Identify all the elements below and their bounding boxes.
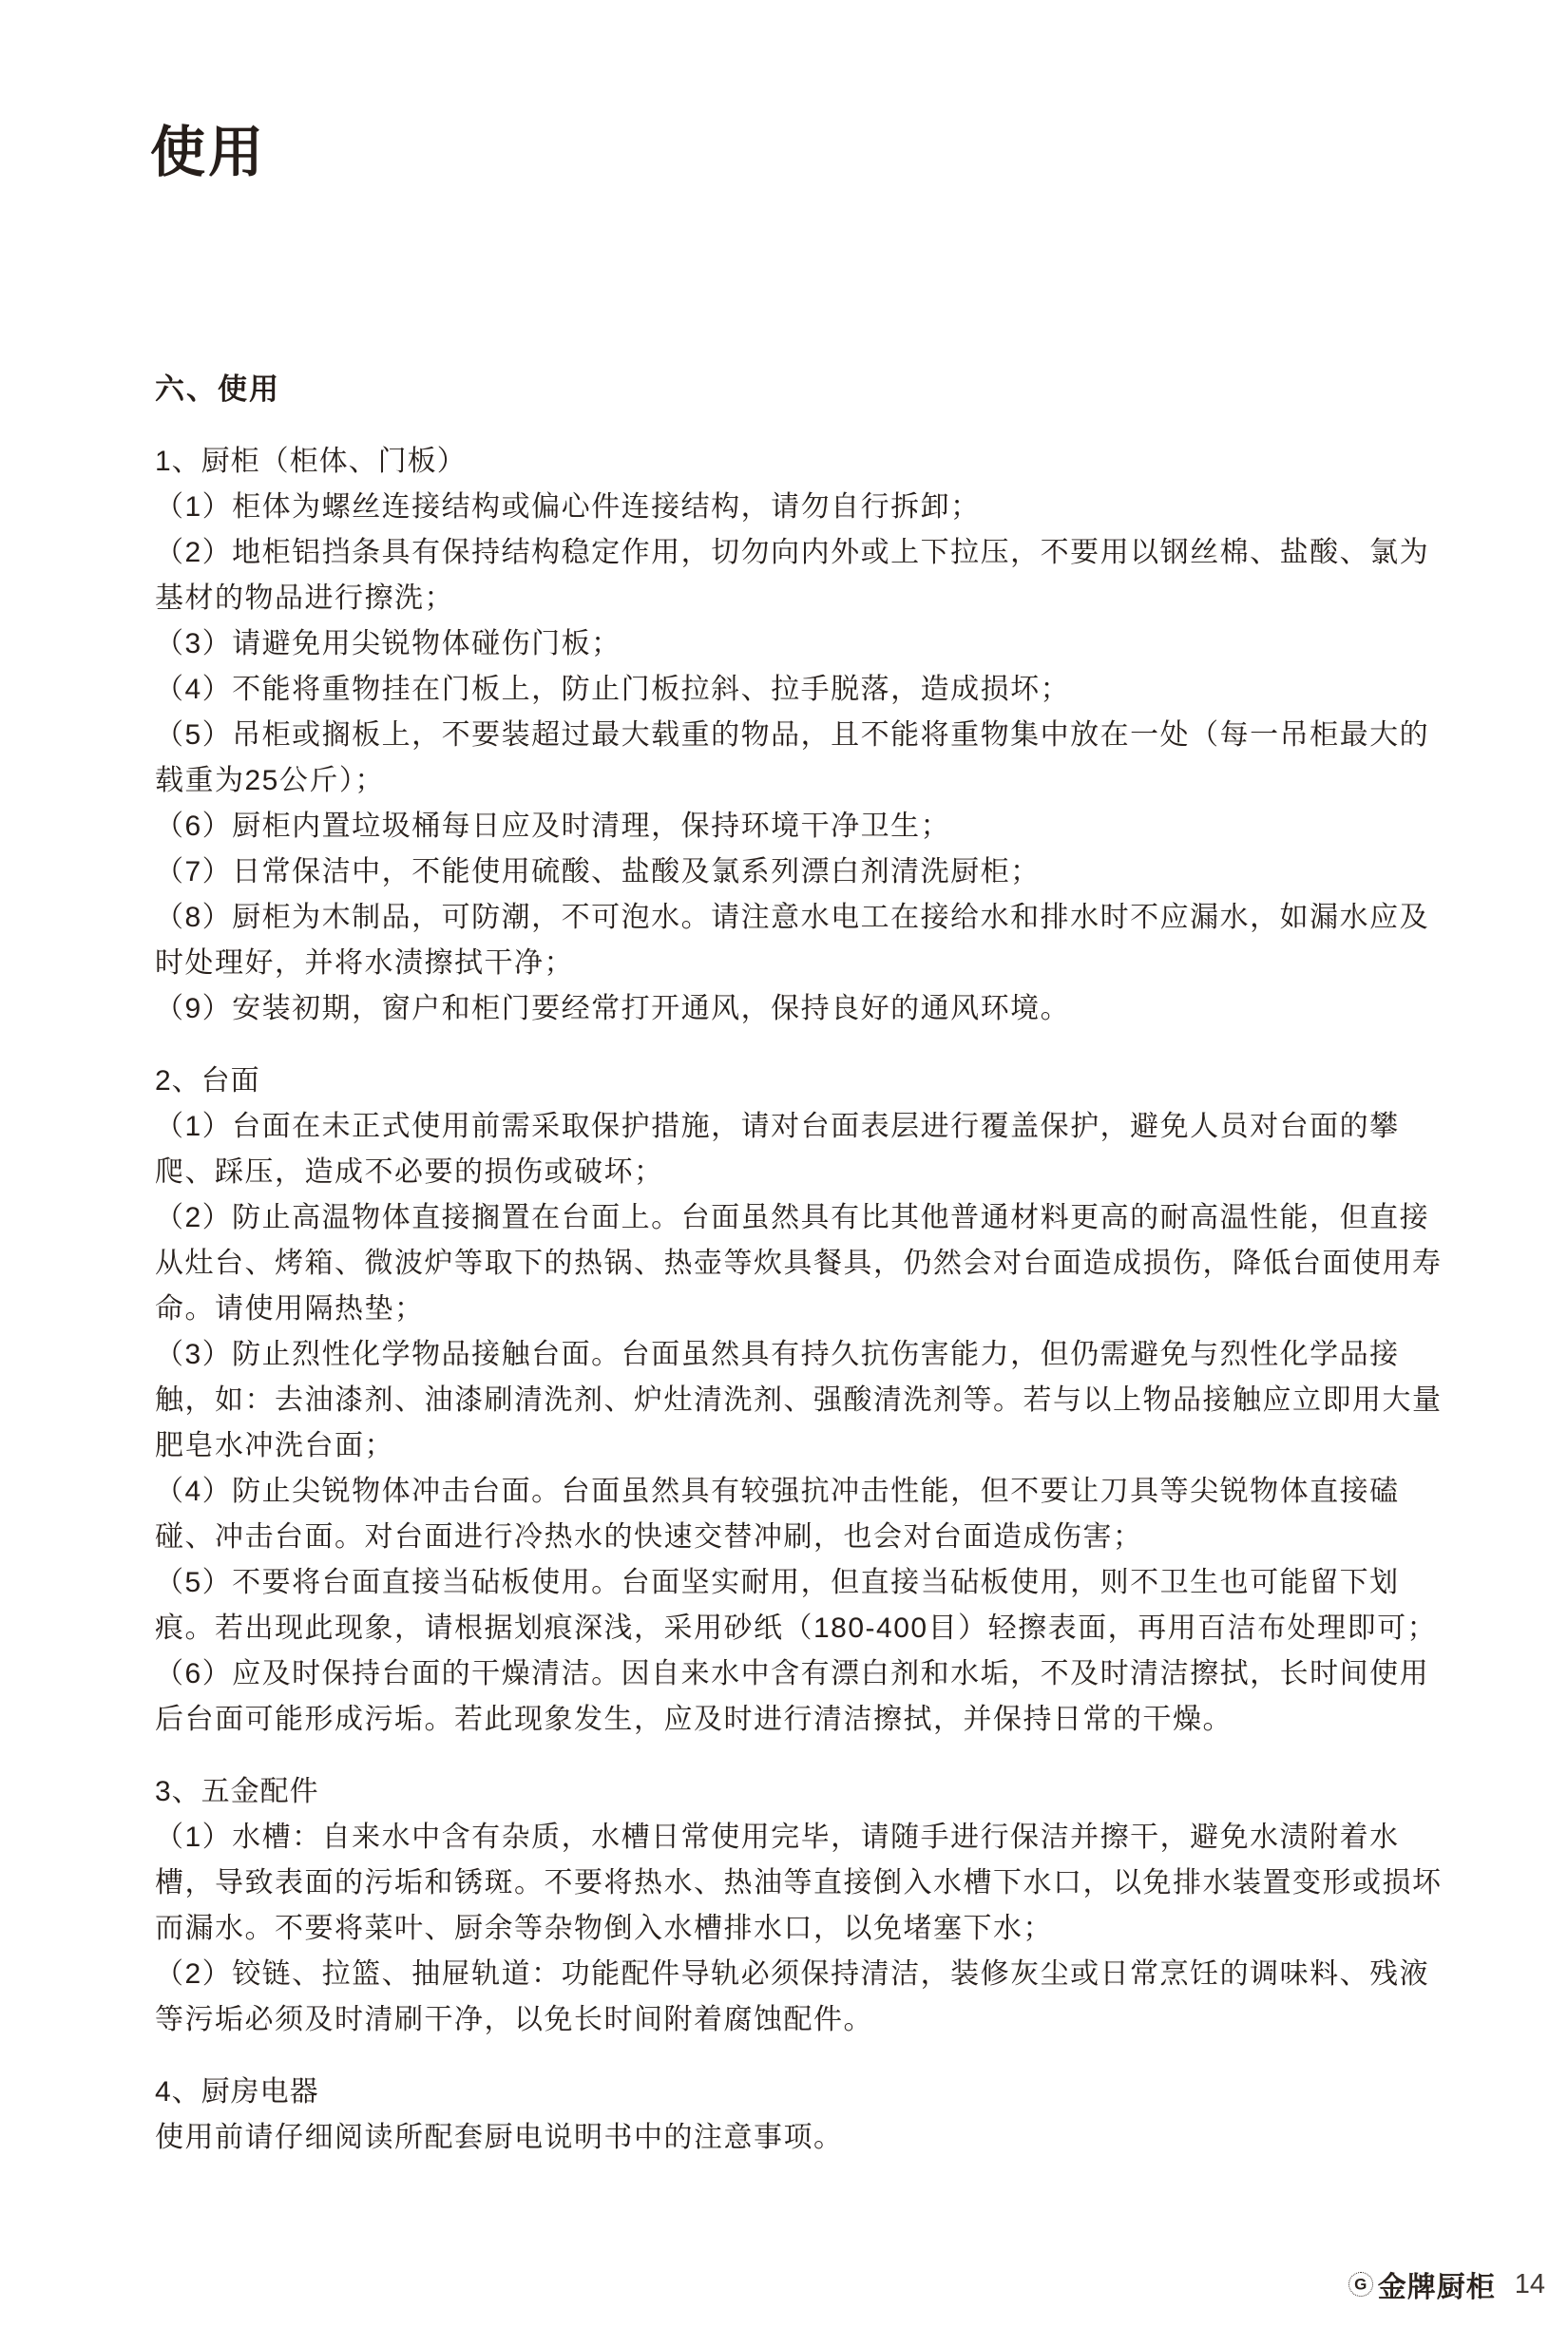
section-heading: 六、使用 (155, 372, 280, 406)
paragraph: （9）安装初期，窗户和柜门要经常打开通风，保持良好的通风环境。 (155, 993, 1071, 1024)
paragraph: （4）防止尖锐物体冲击台面。台面虽然具有较强抗冲击性能，但不要让刀具等尖锐物体直接磕碰、冲击台面。对台面进行冷热水的快速交替冲刷，也会对台面造成伤害； (155, 1476, 1400, 1553)
subsection-heading: 1、厨柜（柜体、门板） (155, 446, 467, 477)
paragraph: （5）吊柜或搁板上，不要装超过最大载重的物品，且不能将重物集中放在一处（每一吊柜最大的载重为25公斤）； (155, 719, 1430, 796)
goldenhome-logo-icon (1348, 2272, 1373, 2297)
subsections (155, 439, 1452, 2161)
paragraph: （2）地柜铝挡条具有保持结构稳定作用，切勿向内外或上下拉压，不要用以钢丝棉、盐酸、氯为基材的物品进行擦洗； (155, 537, 1430, 614)
paragraph: （1）台面在未正式使用前需采取保护措施，请对台面表层进行覆盖保护，避免人员对台面的攀爬、踩压，造成不必要的损伤或破坏； (155, 1111, 1400, 1188)
subsection-heading: 2、台面 (155, 1065, 260, 1097)
paragraph: （1）柜体为螺丝连接结构或偏心件连接结构，请勿自行拆卸； (155, 491, 981, 523)
paragraph: （8）厨柜为木制品，可防潮，不可泡水。请注意水电工在接给水和排水时不应漏水，如漏水应及时处理好，并将水渍擦拭干净； (155, 902, 1430, 979)
page-title: 使用 (150, 122, 267, 183)
paragraph: （4）不能将重物挂在门板上，防止门板拉斜、拉手脱落，造成损坏； (155, 674, 1071, 705)
brand-name: 金牌厨柜 (1377, 2272, 1496, 2303)
logo-letter: G (1354, 2275, 1367, 2293)
paragraph: （6）应及时保持台面的干燥清洁。因自来水中含有漂白剂和水垢，不及时清洁擦拭，长时间使用后台面可能形成污垢。若此现象发生，应及时进行清洁擦拭，并保持日常的干燥。 (155, 1658, 1430, 1735)
paragraph: （2）铰链、拉篮、抽屉轨道：功能配件导轨必须保持清洁，装修灰尘或日常烹饪的调味料、残液等污垢必须及时清刷干净，以免长时间附着腐蚀配件。 (155, 1958, 1430, 2035)
page-number: 14 (1514, 2268, 1545, 2299)
subsection-heading: 4、厨房电器 (155, 2076, 319, 2108)
paragraph: （1）水槽：自来水中含有杂质，水槽日常使用完毕，请随手进行保洁并擦干，避免水渍附着水槽，导致表面的污垢和锈斑。不要将热水、热油等直接倒入水槽下水口，以免排水装置变形或损坏而漏水。不要将菜叶、厨余等杂物倒入水槽排水口，以免堵塞下水； (155, 1822, 1443, 1944)
paragraph: （5）不要将台面直接当砧板使用。台面坚实耐用，但直接当砧板使用，则不卫生也可能留下划痕。若出现此现象，请根据划痕深浅，采用砂纸（180-400目）轻擦表面，再用百洁布处理即可； (155, 1567, 1438, 1644)
paragraph: （7）日常保洁中，不能使用硫酸、盐酸及氯系列漂白剂清洗厨柜； (155, 856, 1041, 887)
content-area (155, 367, 1452, 2161)
paragraph: （6）厨柜内置垃圾桶每日应及时清理，保持环境干净卫生； (155, 811, 951, 842)
paragraph: （3）请避免用尖锐物体碰伤门板； (155, 628, 621, 659)
page-footer (1348, 2263, 1545, 2305)
paragraph: （2）防止高温物体直接搁置在台面上。台面虽然具有比其他普通材料更高的耐高温性能，但直接从灶台、烤箱、微波炉等取下的热锅、热壶等炊具餐具，仍然会对台面造成损伤，降低台面使用寿命。请使用隔热垫； (155, 1202, 1443, 1325)
subsection-heading: 3、五金配件 (155, 1776, 319, 1807)
paragraph: 使用前请仔细阅读所配套厨电说明书中的注意事项。 (155, 2122, 844, 2153)
paragraph: （3）防止烈性化学物品接触台面。台面虽然具有持久抗伤害能力，但仍需避免与烈性化学品接触，如：去油漆剂、油漆刷清洗剂、炉灶清洗剂、强酸清洗剂等。若与以上物品接触应立即用大量肥皂水冲洗台面； (155, 1339, 1443, 1461)
